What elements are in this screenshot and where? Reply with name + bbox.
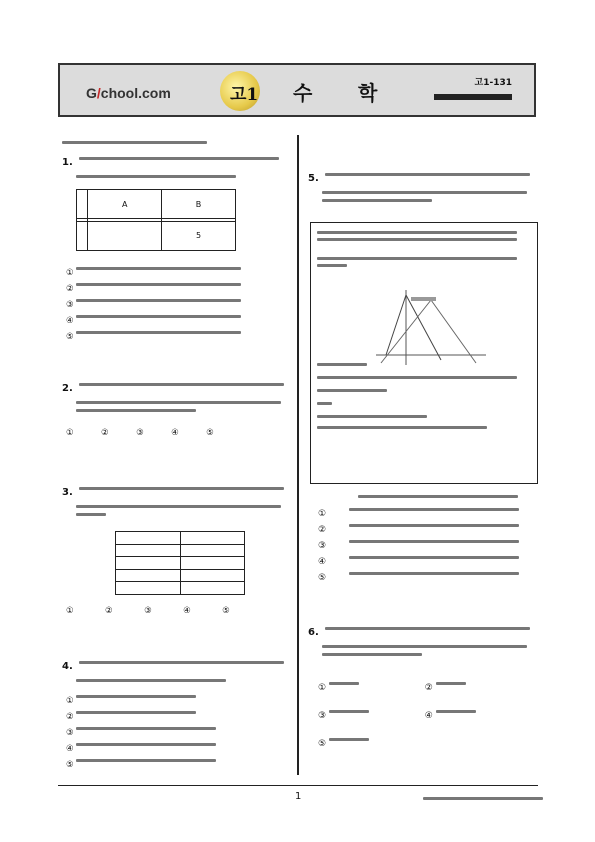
question-2: 2. [62, 378, 287, 417]
subject-char-2: 학 [358, 81, 378, 105]
option[interactable]: ① [318, 683, 327, 693]
option[interactable]: ③ [318, 535, 538, 551]
q5-options [318, 490, 538, 583]
page-number: 1 [295, 791, 302, 802]
option[interactable]: ① [318, 503, 538, 519]
grade-badge: 고1 [220, 71, 260, 111]
question-5: 5. [308, 168, 536, 207]
q2-options [66, 428, 214, 438]
option[interactable]: ⑤ [66, 754, 216, 770]
q3-table [115, 531, 245, 595]
option[interactable]: ① [66, 690, 216, 706]
site-footer [423, 792, 543, 805]
option[interactable]: ② [66, 278, 241, 294]
question-6: 6. [308, 622, 536, 661]
geometry-figure [371, 285, 491, 375]
q3-options [66, 606, 230, 616]
question-1: 1. [62, 152, 287, 183]
question-3: 3. [62, 482, 287, 521]
option[interactable]: ③ [66, 722, 216, 738]
column-divider [297, 135, 299, 775]
option[interactable]: ④ [424, 711, 433, 721]
option[interactable]: ④ [183, 606, 191, 616]
option[interactable]: ① [66, 606, 74, 616]
option[interactable]: ① [66, 428, 74, 438]
option[interactable]: ④ [318, 551, 538, 567]
option[interactable]: ③ [136, 428, 144, 438]
option[interactable]: ③ [318, 711, 327, 721]
option[interactable]: ② [318, 519, 538, 535]
section-heading [62, 138, 207, 147]
option[interactable]: ⑤ [318, 739, 327, 749]
option[interactable]: ② [101, 428, 109, 438]
option[interactable]: ⑤ [222, 606, 230, 616]
option[interactable]: ④ [171, 428, 179, 438]
q1-options [66, 262, 241, 342]
option[interactable]: ① [66, 262, 241, 278]
page-header [58, 63, 536, 117]
q6-options [318, 677, 538, 761]
option[interactable]: ② [105, 606, 113, 616]
option[interactable]: ⑤ [206, 428, 214, 438]
exam-code: 고1-131 [434, 75, 512, 100]
option[interactable]: ⑤ [66, 326, 241, 342]
q1-table: A B 5 [76, 189, 236, 251]
solution-box [310, 222, 538, 484]
q4-options [66, 690, 216, 770]
gschool-logo: G/chool.com [86, 85, 171, 101]
option[interactable]: ④ [66, 738, 216, 754]
option[interactable]: ③ [144, 606, 152, 616]
option[interactable]: ④ [66, 310, 241, 326]
option[interactable]: ② [66, 706, 216, 722]
option[interactable]: ③ [66, 294, 241, 310]
option[interactable]: ⑤ [318, 567, 538, 583]
footer-line [58, 785, 538, 786]
subject-char-1: 수 [293, 81, 313, 105]
question-4: 4. [62, 656, 287, 687]
option[interactable]: ② [424, 683, 433, 693]
